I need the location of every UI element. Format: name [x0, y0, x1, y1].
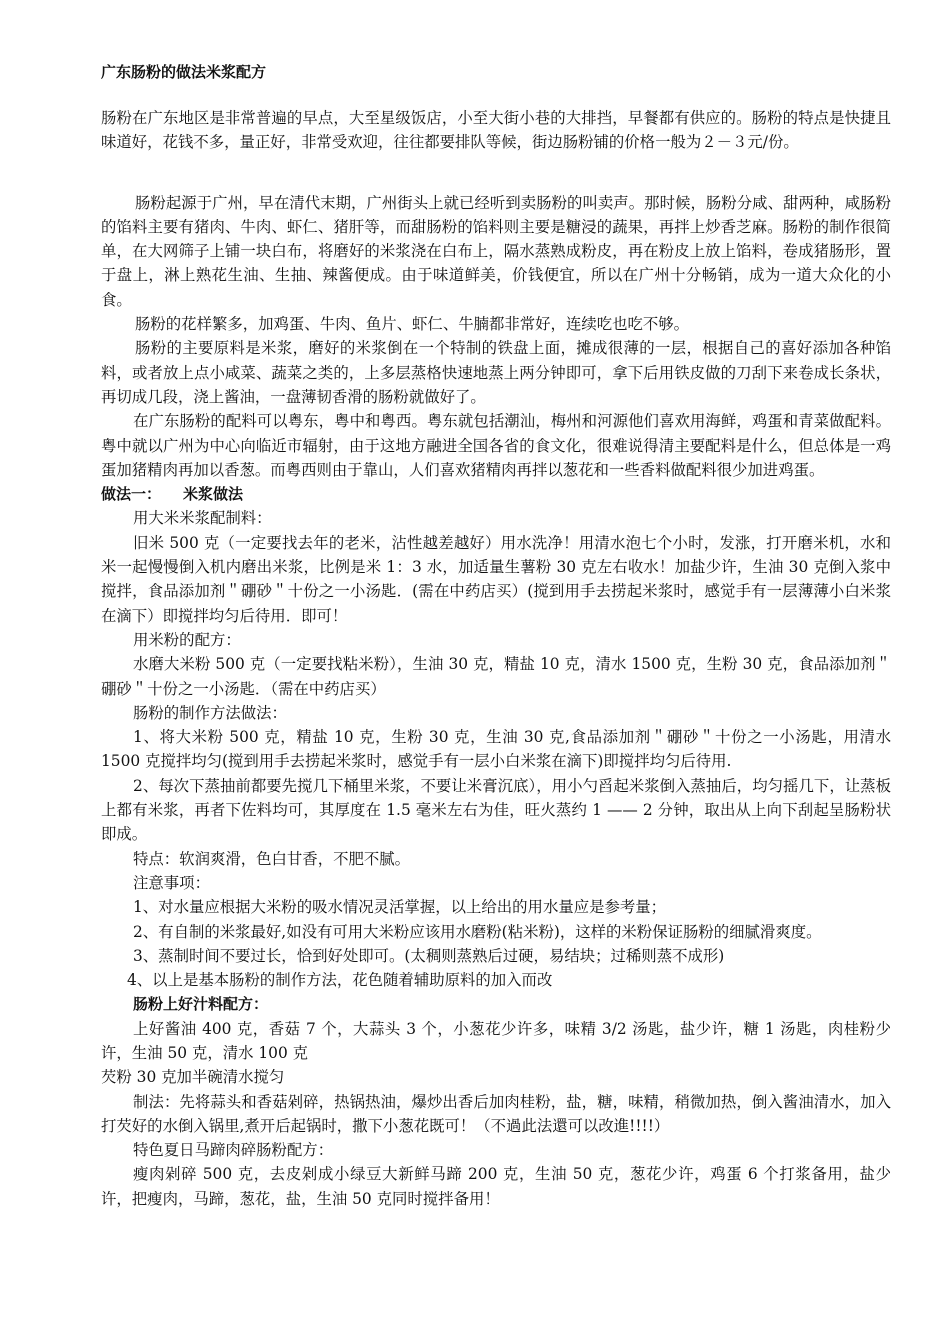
paragraph-powder-title: 用米粉的配方： — [133, 630, 241, 649]
paragraph-summer-title: 特色夏日马蹄肉碎肠粉配方： — [133, 1141, 334, 1160]
document-body — [101, 60, 891, 1211]
paragraph-note-2: 2、有自制的米浆最好,如没有可用大米粉应该用水磨粉(粘米粉)，这样的米粉保证肠粉的细腻滑爽度。 — [133, 922, 822, 941]
paragraph-region: 在广东肠粉的配料可以粤东，粤中和粤西。粤东就包括潮汕，梅州和河源他们喜欢用海鲜，鸡蛋和青菜做配料。粤中就以广州为中心向临近市辐射，由于这地方融进全国各省的食文化，很难说得清主要配料是什么，但总体是一鸡蛋加猪精肉再加以香葱。而粤西则由于靠山，人们喜欢猪精肉再拌以葱花和一些香料做配料很少加进鸡蛋。 — [101, 412, 891, 479]
paragraph-sauce-method: 制法：先将蒜头和香菇剁碎，热锅热油，爆炒出香后加肉桂粉，盐，糖，味精，稍微加热，倒入酱油清水，加入打芡好的水倒入锅里,煮开后起锅时，撒下小葱花既可！（不過此法還可以改進!!!!） — [101, 1092, 891, 1135]
heading-method-one-sub: 米浆做法 — [183, 485, 244, 504]
paragraph-intro: 肠粉在广东地区是非常普遍的早点，大至星级饭店，小至大街小巷的大排挡，早餐都有供应的。肠粉的特点是快捷且味道好，花钱不多，量正好，非常受欢迎，往往都要排队等候，街边肠粉铺的价格一般为２－３元/份。 — [101, 109, 891, 152]
paragraph-note-1: 1、对水量应根据大米粉的吸水情况灵活掌握，以上给出的用水量应是参考量； — [133, 898, 667, 917]
paragraph-note-4: 4、以上是基本肠粉的制作方法，花色随着辅助原料的加入而改 — [127, 971, 553, 990]
paragraph-material: 肠粉的主要原料是米浆，磨好的米浆倒在一个特制的铁盘上面，摊成很薄的一层，根据自己的喜好添加各种馅料，或者放上点小咸菜、蔬菜之类的，上多层蒸格快速地蒸上两分钟即可，拿下后用铁皮做的刀刮下来卷成长条状，再切成几段，浇上酱油，一盘薄韧香滑的肠粉就做好了。 — [101, 339, 891, 406]
heading-sauce: 肠粉上好汁料配方： — [133, 995, 269, 1014]
paragraph-sauce: 上好酱油 400 克，香菇 7 个，大蒜头 3 个，小葱花少许多，味精 3/2 汤匙，盐少许，糖 1 汤匙，肉桂粉少许，生油 50 克，清水 100 克 — [101, 1019, 891, 1062]
paragraph-feature: 特点：软润爽滑，色白甘香，不肥不腻。 — [133, 849, 411, 868]
paragraph-rice-batter-title: 用大米米浆配制料： — [133, 509, 272, 528]
paragraph-origin: 肠粉起源于广州，早在清代末期，广州街头上就已经听到卖肠粉的叫卖声。那时候，肠粉分咸、甜两种，咸肠粉的馅料主要有猪肉、牛肉、虾仁、猪肝等，而甜肠粉的馅料则主要是糖浸的蔬果，再拌上炒香芝麻。肠粉的制作很简单，在大网筛子上铺一块白布，将磨好的米浆浇在白布上，隔水蒸熟成粉皮，再在粉皮上放上馅料，卷成猪肠形，置于盘上，淋上熟花生油、生抽、辣酱便成。由于味道鲜美，价钱便宜，所以在广州十分畅销，成为一道大众化的小食。 — [101, 193, 891, 309]
paragraph-summer: 瘦肉剁碎 500 克，去皮剁成小绿豆大新鲜马蹄 200 克，生油 50 克，葱花少许，鸡蛋 6 个打浆备用，盐少许，把瘦肉，马蹄，葱花，盐，生油 50 克同时搅拌备用！ — [101, 1165, 891, 1208]
paragraph-old-rice: 旧米 500 克（一定要找去年的老米，沾性越差越好）用水洗净！用清水泡七个小时，发涨，打开磨米机，水和米一起慢慢倒入机内磨出米浆，比例是米 1：3 水，加适量生薯粉 30 克左右收水！加盐少许，生油 30 克倒入浆中搅拌，食品添加剂＂硼砂＂十份之一小汤匙．(需在中药店买）(搅到用手去捞起米浆时，感觉手有一层薄薄小白米浆在滴下）即搅拌均匀后待用．即可！ — [101, 533, 891, 625]
paragraph-step-1: 1、将大米粉 500 克，精盐 10 克，生粉 30 克，生油 30 克,食品添加剂＂硼砂＂十份之一小汤匙，用清水 1500 克搅拌均匀(搅到用手去捞起米浆时，感觉手有一层小白米浆在滴下)即搅拌均匀后待用. — [101, 728, 891, 771]
paragraph-steps-title: 肠粉的制作方法做法： — [133, 703, 287, 722]
heading-method-one — [101, 482, 891, 506]
heading-method-one-label: 做法一： — [101, 485, 162, 504]
paragraph-notes-title: 注意事项： — [133, 873, 210, 892]
blank-line — [101, 155, 891, 179]
paragraph-variety: 肠粉的花样繁多，加鸡蛋、牛肉、鱼片、虾仁、牛腩都非常好，连续吃也吃不够。 — [135, 315, 690, 334]
paragraph-note-3: 3、蒸制时间不要过长，恰到好处即可。(太稠则蒸熟后过硬，易结块；过稀则蒸不成形) — [133, 946, 725, 965]
paragraph-powder: 水磨大米粉 500 克（一定要找粘米粉），生油 30 克，精盐 10 克，清水 1500 克，生粉 30 克，食品添加剂＂硼砂＂十份之一小汤匙．（需在中药店买） — [101, 655, 891, 698]
paragraph-step-2: 2、每次下蒸抽前都要先搅几下桶里米浆，不要让米膏沉底），用小勺舀起米浆倒入蒸抽后，均匀摇几下，让蒸板上都有米浆，再者下佐料均可，其厚度在 1.5 毫米左右为佳，旺火蒸约 1 —— 2 分钟，取出从上向下刮起呈肠粉状即成。 — [101, 776, 891, 844]
paragraph-starch: 芡粉 30 克加半碗清水搅匀 — [101, 1068, 285, 1087]
document-title: 广东肠粉的做法米浆配方 — [101, 63, 267, 81]
